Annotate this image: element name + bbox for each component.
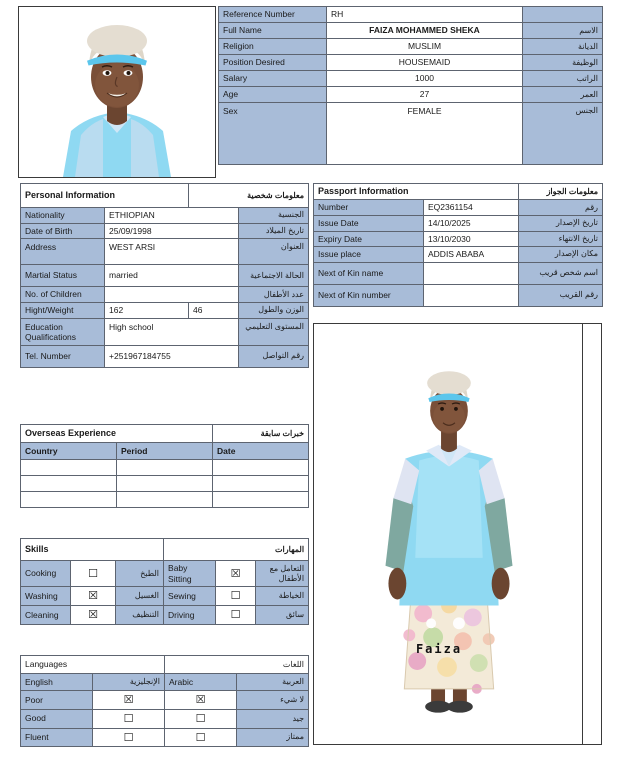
table-row	[21, 728, 309, 747]
overseas-column-period: Period	[117, 443, 213, 460]
overseas-cell-date	[213, 476, 309, 492]
header-arabic-sex: الجنس	[523, 103, 603, 165]
skill-arabic-cleaning: التنظيف	[116, 606, 164, 625]
header-label-position-desired: Position Desired	[219, 55, 327, 71]
header-value-reference-number: RH	[327, 7, 523, 23]
table-row	[21, 223, 309, 239]
table-row	[21, 345, 309, 367]
language-level-fluent-arabic: ممتاز	[237, 728, 309, 747]
skill-arabic-driving: سائق	[256, 606, 309, 625]
table-row	[21, 492, 309, 508]
passport-arabic-issue-place: مكان الإصدار	[519, 247, 603, 263]
header-label-religion: Religion	[219, 39, 327, 55]
skill-label-sewing: Sewing	[164, 587, 216, 606]
passport-label-next-of-kin-name: Next of Kin name	[314, 262, 424, 284]
photo-panel-side-strip	[584, 324, 601, 744]
overseas-experience-table	[20, 424, 309, 508]
candidate-name-caption: Faiza	[415, 642, 463, 656]
table-row	[21, 587, 309, 606]
personal-value-martial-status: married	[105, 265, 239, 287]
header-arabic-religion: الديانة	[523, 39, 603, 55]
language-level-fluent: Fluent	[21, 728, 93, 747]
table-row	[21, 265, 309, 287]
overseas-cell-country	[21, 476, 117, 492]
table-row	[21, 208, 309, 224]
table-row	[219, 87, 603, 103]
table-row	[21, 709, 309, 728]
languages-column-english-arabic: الإنجليزية	[93, 674, 165, 691]
overseas-column-date: Date	[213, 443, 309, 460]
language-checkbox-arabic-poor[interactable]: ☒	[165, 691, 237, 710]
table-row	[314, 200, 603, 216]
personal-arabic-height-weight: الوزن والطول	[239, 302, 309, 318]
language-checkbox-english-poor[interactable]: ☒	[93, 691, 165, 710]
header-value-full-name: FAIZA MOHAMMED SHEKA	[327, 23, 523, 39]
language-checkbox-english-good[interactable]: ☐	[93, 709, 165, 728]
table-row	[219, 39, 603, 55]
language-checkbox-arabic-good[interactable]: ☐	[165, 709, 237, 728]
language-level-good-arabic: جيد	[237, 709, 309, 728]
passport-arabic-next-of-kin-number: رقم القريب	[519, 284, 603, 306]
table-row	[21, 302, 309, 318]
skill-checkbox-washing[interactable]: ☒	[71, 587, 116, 606]
section-header-row	[21, 425, 309, 443]
header-info-table	[218, 6, 602, 165]
table-row	[219, 71, 603, 87]
personal-arabic-martial-status: الحالة الاجتماعية	[239, 265, 309, 287]
personal-label-tel-number: Tel. Number	[21, 345, 105, 367]
passport-arabic-next-of-kin-name: اسم شخص قريب	[519, 262, 603, 284]
personal-value-no-of-children	[105, 287, 239, 303]
header-table-body	[219, 7, 603, 165]
personal-label-martial-status: Martial Status	[21, 265, 105, 287]
overseas-cell-period	[117, 492, 213, 508]
passport-label-issue-date: Issue Date	[314, 215, 424, 231]
personal-information-table	[20, 183, 309, 368]
passport-value-issue-place: ADDIS ABABA	[424, 247, 519, 263]
skill-checkbox-cleaning[interactable]: ☒	[71, 606, 116, 625]
passport-value-number: EQ2361154	[424, 200, 519, 216]
portrait-photo-image	[19, 7, 215, 177]
passport-label-next-of-kin-number: Next of Kin number	[314, 284, 424, 306]
header-arabic-salary: الراتب	[523, 71, 603, 87]
skill-checkbox-driving[interactable]: ☐	[216, 606, 256, 625]
section-header-row	[314, 184, 603, 200]
header-value-age: 27	[327, 87, 523, 103]
table-row	[314, 247, 603, 263]
passport-information-table	[313, 183, 603, 307]
overseas-cell-date	[213, 460, 309, 476]
overseas-cell-period	[117, 476, 213, 492]
full-body-photo-image	[314, 324, 582, 744]
header-arabic-reference-number	[523, 7, 603, 23]
skills-section	[20, 538, 308, 625]
passport-section-title-arabic: معلومات الجواز	[519, 184, 603, 200]
skill-checkbox-baby-sitting[interactable]: ☒	[216, 561, 256, 587]
languages-section-title-arabic: اللغات	[165, 656, 309, 674]
header-label-salary: Salary	[219, 71, 327, 87]
personal-value-date-of-birth: 25/09/1998	[105, 223, 239, 239]
skill-arabic-washing: الغسيل	[116, 587, 164, 606]
table-row	[314, 284, 603, 306]
personal-arabic-education: المستوى التعليمي	[239, 318, 309, 345]
personal-label-address: Address	[21, 239, 105, 265]
table-row	[219, 23, 603, 39]
personal-arabic-no-of-children: عدد الأطفال	[239, 287, 309, 303]
overseas-cell-period	[117, 460, 213, 476]
table-row	[219, 55, 603, 71]
languages-section-title: Languages	[21, 656, 165, 674]
personal-arabic-address: العنوان	[239, 239, 309, 265]
language-checkbox-arabic-fluent[interactable]: ☐	[165, 728, 237, 747]
passport-arabic-expiry-date: تاريخ الانتهاء	[519, 231, 603, 247]
section-header-row	[21, 539, 309, 561]
skill-label-driving: Driving	[164, 606, 216, 625]
header-label-reference-number: Reference Number	[219, 7, 327, 23]
skill-checkbox-cooking[interactable]: ☐	[71, 561, 116, 587]
header-block	[18, 6, 602, 179]
passport-value-next-of-kin-name	[424, 262, 519, 284]
personal-value-education: High school	[105, 318, 239, 345]
skills-section-title-arabic: المهارات	[164, 539, 309, 561]
header-label-age: Age	[219, 87, 327, 103]
languages-column-arabic-arabic: العربية	[237, 674, 309, 691]
personal-section-title-arabic: معلومات شخصية	[189, 184, 309, 208]
header-value-position-desired: HOUSEMAID	[327, 55, 523, 71]
portrait-photo	[18, 6, 216, 178]
skills-table	[20, 538, 309, 625]
header-arabic-full-name: الاسم	[523, 23, 603, 39]
header-table	[218, 6, 603, 165]
table-header-row	[21, 674, 309, 691]
languages-column-english: English	[21, 674, 93, 691]
skill-arabic-cooking: الطبخ	[116, 561, 164, 587]
personal-value-address: WEST ARSI	[105, 239, 239, 265]
passport-value-issue-date: 14/10/2025	[424, 215, 519, 231]
table-row	[21, 561, 309, 587]
table-row	[21, 239, 309, 265]
skill-label-cleaning: Cleaning	[21, 606, 71, 625]
passport-value-next-of-kin-number	[424, 284, 519, 306]
header-arabic-position-desired: الوظيفة	[523, 55, 603, 71]
table-row	[21, 460, 309, 476]
overseas-experience-section	[20, 424, 308, 508]
table-row	[219, 7, 603, 23]
languages-table	[20, 655, 309, 747]
full-body-photo	[314, 324, 583, 744]
skill-checkbox-sewing[interactable]: ☐	[216, 587, 256, 606]
personal-value-weight: 46	[189, 302, 239, 318]
overseas-cell-country	[21, 460, 117, 476]
table-row	[219, 103, 603, 165]
language-checkbox-english-fluent[interactable]: ☐	[93, 728, 165, 747]
overseas-cell-country	[21, 492, 117, 508]
personal-label-height-weight: Hight/Weight	[21, 302, 105, 318]
table-row	[21, 287, 309, 303]
passport-arabic-issue-date: تاريخ الإصدار	[519, 215, 603, 231]
personal-label-education: Education Qualifications	[21, 318, 105, 345]
personal-arabic-tel-number: رقم التواصل	[239, 345, 309, 367]
overseas-column-country: Country	[21, 443, 117, 460]
table-header-row	[21, 443, 309, 460]
languages-column-arabic: Arabic	[165, 674, 237, 691]
personal-arabic-date-of-birth: تاريخ الميلاد	[239, 223, 309, 239]
header-value-salary: 1000	[327, 71, 523, 87]
skill-label-washing: Washing	[21, 587, 71, 606]
passport-label-issue-place: Issue place	[314, 247, 424, 263]
passport-label-number: Number	[314, 200, 424, 216]
personal-value-tel-number: +251967184755	[105, 345, 239, 367]
header-label-full-name: Full Name	[219, 23, 327, 39]
passport-information-section	[313, 183, 602, 307]
personal-information-section	[20, 183, 308, 368]
header-value-religion: MUSLIM	[327, 39, 523, 55]
skill-label-cooking: Cooking	[21, 561, 71, 587]
personal-label-nationality: Nationality	[21, 208, 105, 224]
overseas-section-title: Overseas Experience	[21, 425, 213, 443]
full-body-photo-panel	[313, 323, 602, 745]
table-row	[21, 691, 309, 710]
section-header-row	[21, 656, 309, 674]
personal-value-nationality: ETHIOPIAN	[105, 208, 239, 224]
personal-label-no-of-children: No. of Children	[21, 287, 105, 303]
passport-value-expiry-date: 13/10/2030	[424, 231, 519, 247]
skills-section-title: Skills	[21, 539, 164, 561]
overseas-section-title-arabic: خبرات سابقة	[213, 425, 309, 443]
header-label-sex: Sex	[219, 103, 327, 165]
section-header-row	[21, 184, 309, 208]
passport-section-title: Passport Information	[314, 184, 519, 200]
header-value-sex: FEMALE	[327, 103, 523, 165]
table-row	[21, 318, 309, 345]
passport-arabic-number: رقم	[519, 200, 603, 216]
overseas-cell-date	[213, 492, 309, 508]
skill-arabic-sewing: الخياطة	[256, 587, 309, 606]
table-row	[314, 262, 603, 284]
header-arabic-age: العمر	[523, 87, 603, 103]
table-row	[21, 606, 309, 625]
language-level-poor-arabic: لا شيء	[237, 691, 309, 710]
passport-label-expiry-date: Expiry Date	[314, 231, 424, 247]
personal-arabic-nationality: الجنسية	[239, 208, 309, 224]
skill-arabic-baby-sitting: التعامل مع الأطفال	[256, 561, 309, 587]
skill-label-baby-sitting: Baby Sitting	[164, 561, 216, 587]
table-row	[314, 231, 603, 247]
language-level-poor: Poor	[21, 691, 93, 710]
table-row	[21, 476, 309, 492]
table-row	[314, 215, 603, 231]
personal-section-title: Personal Information	[21, 184, 189, 208]
language-level-good: Good	[21, 709, 93, 728]
personal-value-height: 162	[105, 302, 189, 318]
personal-label-date-of-birth: Date of Birth	[21, 223, 105, 239]
languages-section	[20, 655, 308, 747]
